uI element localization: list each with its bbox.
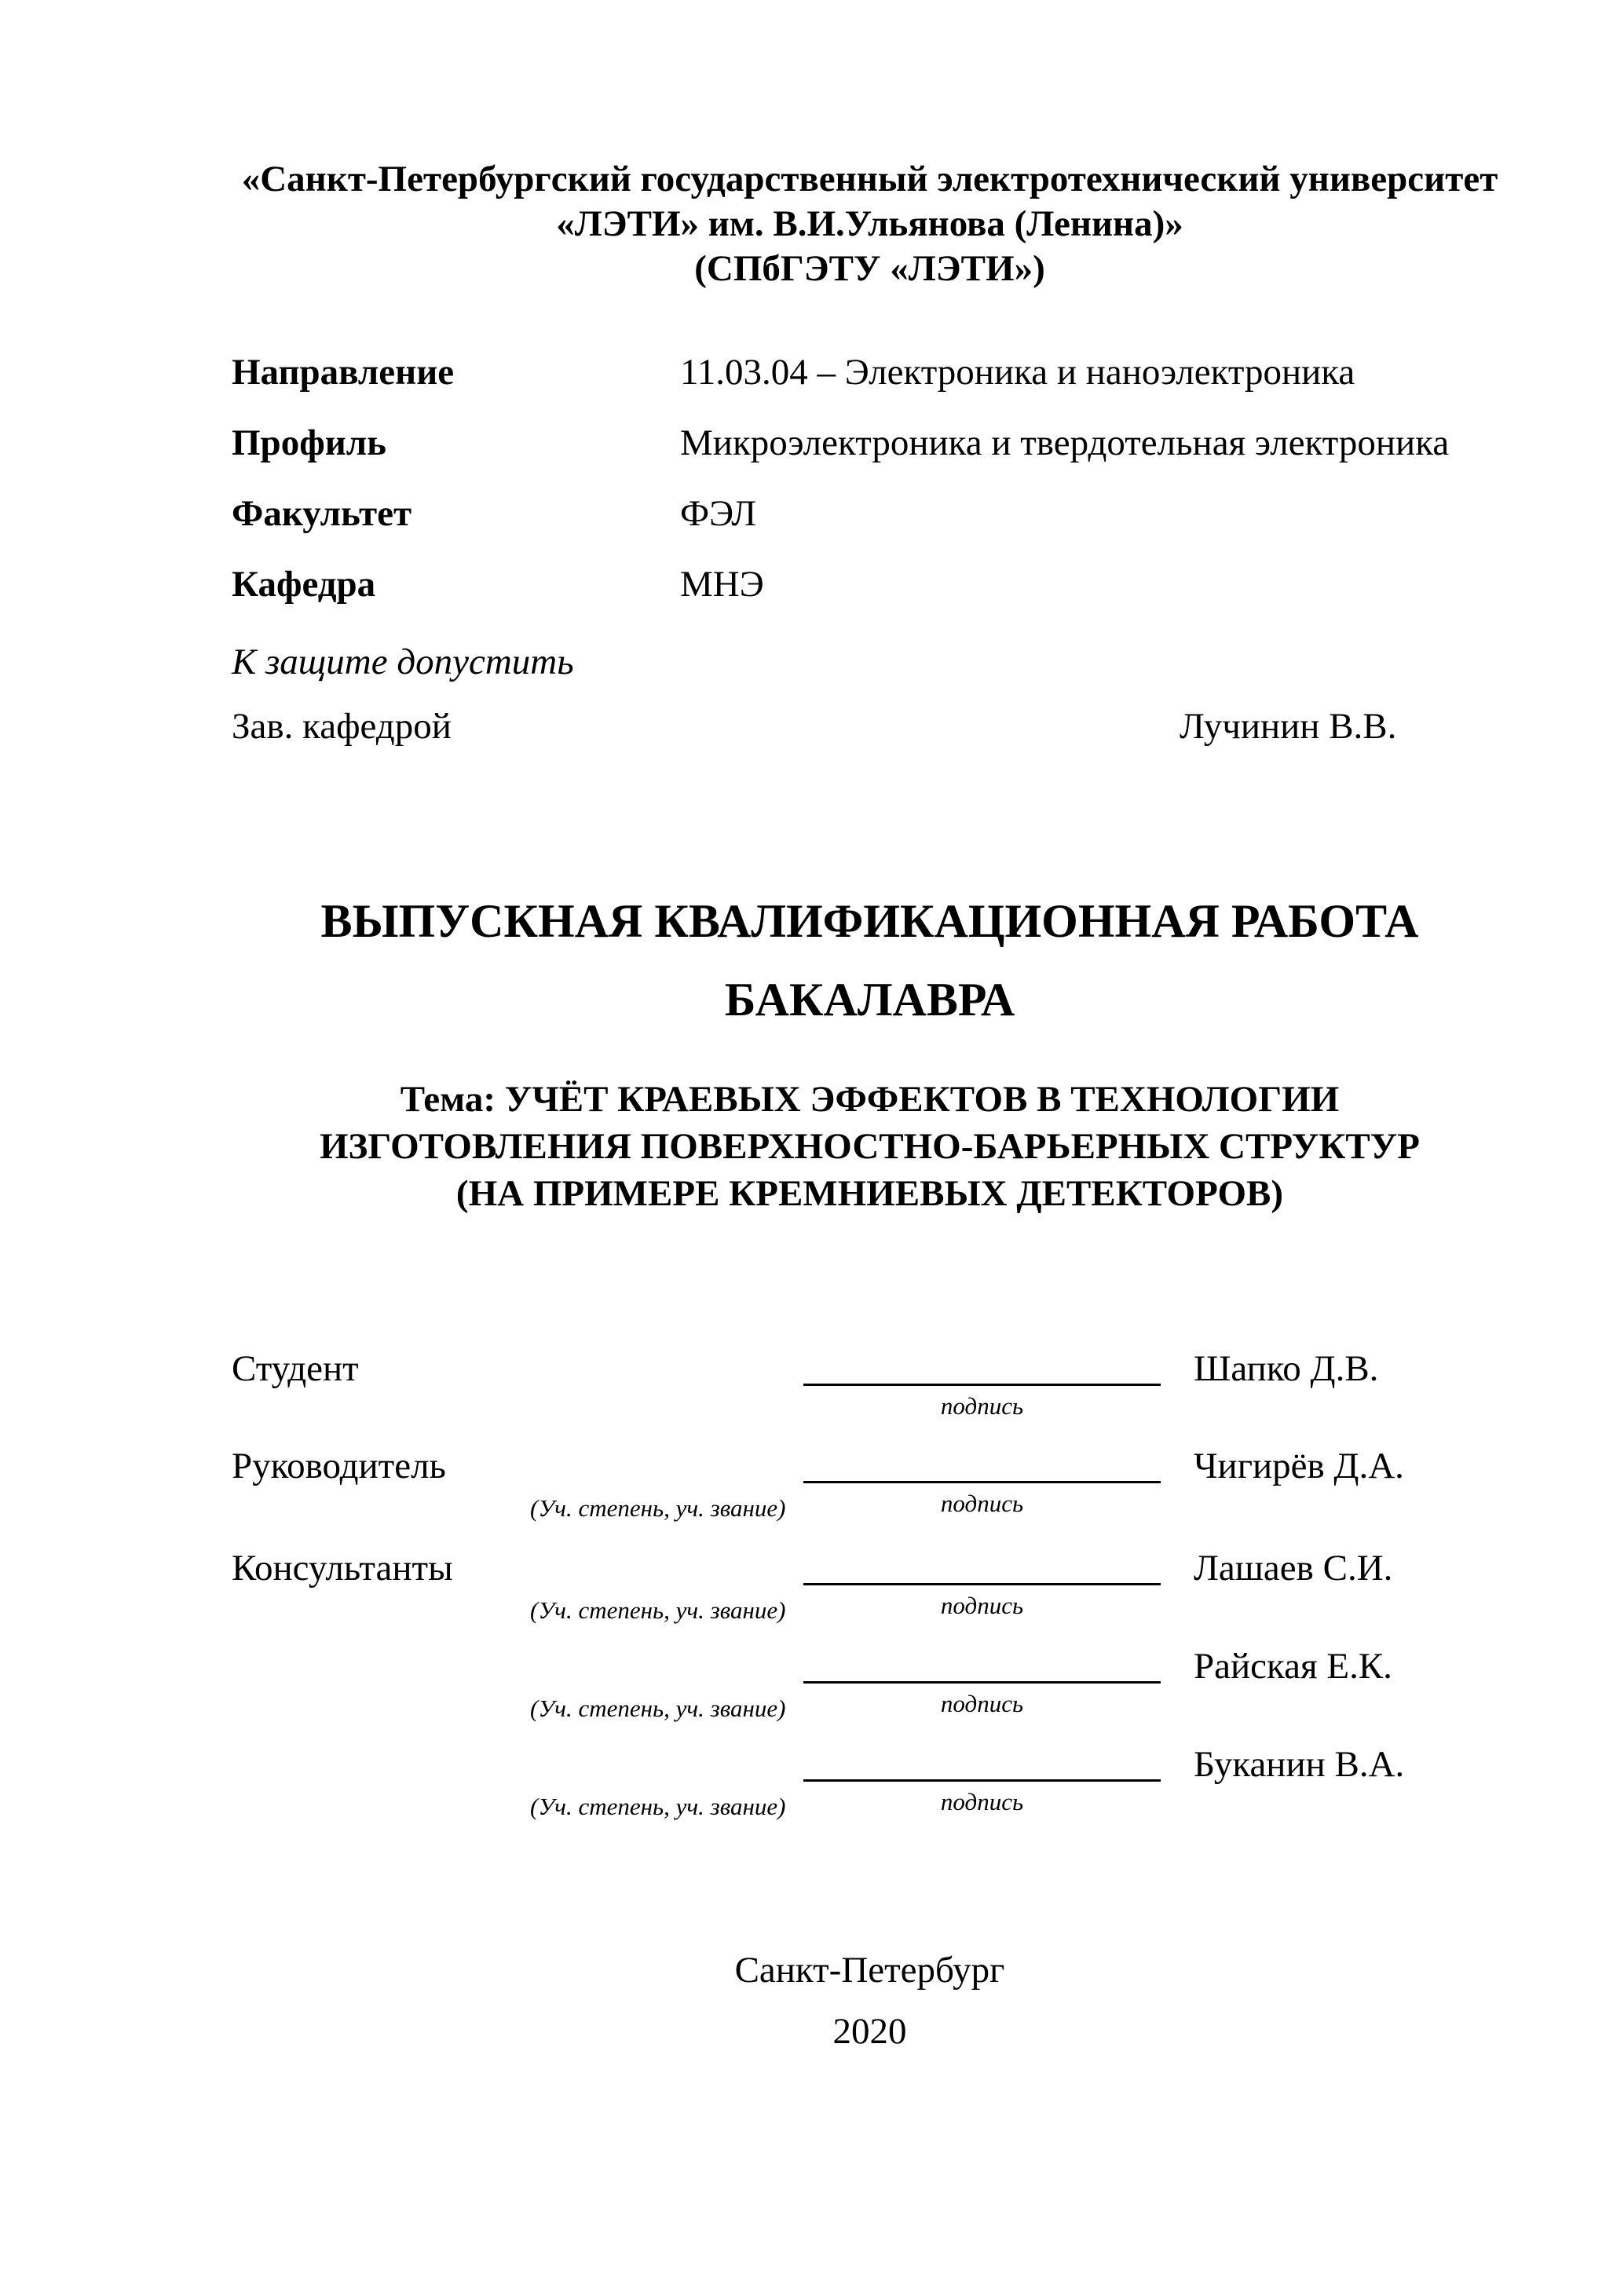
signature-caption: подпись (940, 1690, 1024, 1717)
signature-row-consultant-3 (232, 1742, 1508, 1823)
profile-label: Профиль (232, 422, 387, 463)
degree-caption: (Уч. степень, уч. звание) (530, 1695, 786, 1722)
direction-value: 11.03.04 – Электроника и наноэлектроника (680, 352, 1355, 393)
signature-caption: подпись (940, 1592, 1024, 1619)
university-name-line2: «ЛЭТИ» им. В.И.Ульянова (Ленина)» (556, 203, 1183, 244)
empty-label (232, 1644, 530, 1684)
head-of-department-label: Зав. кафедрой (232, 706, 452, 747)
signature-row-consultant-1 (232, 1546, 1508, 1626)
department-value: МНЭ (680, 564, 764, 605)
year-label: 2020 (832, 2011, 907, 2052)
degree-caption: (Уч. степень, уч. звание) (530, 1494, 786, 1522)
university-name-line1: «Санкт-Петербургский государственный электротехнический университет (241, 159, 1498, 199)
consultant-2-name: Райская Е.К. (1194, 1646, 1392, 1687)
university-header (232, 157, 1508, 291)
work-title-line1: ВЫПУСКНАЯ КВАЛИФИКАЦИОННАЯ РАБОТА (320, 895, 1419, 947)
topic-block (232, 1076, 1508, 1217)
info-row-direction (232, 350, 1508, 421)
signature-line (803, 1347, 1161, 1386)
topic-line1: Тема: УЧЁТ КРАЕВЫХ ЭФФЕКТОВ В ТЕХНОЛОГИИ (400, 1079, 1340, 1120)
head-of-department-name: Лучинин В.В. (1180, 706, 1397, 747)
consultants-label: Консультанты (232, 1548, 453, 1589)
footer-block (232, 1948, 1508, 2054)
supervisor-label: Руководитель (232, 1446, 446, 1486)
university-abbreviation: (СПбГЭТУ «ЛЭТИ») (694, 248, 1045, 289)
degree-caption: (Уч. степень, уч. звание) (530, 1596, 786, 1624)
info-row-faculty (232, 492, 1508, 562)
direction-label: Направление (232, 352, 455, 393)
degree-caption: (Уч. степень, уч. звание) (530, 1793, 786, 1820)
signature-row-supervisor (232, 1444, 1508, 1524)
signature-row-consultant-2 (232, 1644, 1508, 1724)
topic-line3: (НА ПРИМЕРЕ КРЕМНИЕВЫХ ДЕТЕКТОРОВ) (455, 1173, 1284, 1214)
signature-row-student (232, 1347, 1508, 1422)
signature-line (803, 1644, 1161, 1684)
student-name: Шапко Д.В. (1194, 1348, 1379, 1389)
supervisor-name: Чигирёв Д.А. (1194, 1446, 1404, 1486)
faculty-value: ФЭЛ (680, 493, 757, 534)
department-label: Кафедра (232, 564, 376, 605)
topic-line2: ИЗГОТОВЛЕНИЯ ПОВЕРХНОСТНО-БАРЬЕРНЫХ СТРУКТУР (320, 1126, 1420, 1167)
signature-line (803, 1444, 1161, 1483)
signature-caption: подпись (940, 1788, 1024, 1815)
admit-to-defense-line: К защите допустить (232, 642, 574, 682)
work-title (232, 882, 1508, 1039)
info-row-department (232, 562, 1508, 633)
consultant-1-name: Лашаев С.И. (1194, 1548, 1393, 1589)
signature-section (232, 1347, 1508, 1823)
program-info (232, 350, 1508, 633)
info-row-profile (232, 421, 1508, 492)
profile-value: Микроэлектроника и твердотельная электроника (680, 422, 1450, 463)
approval-row (232, 704, 1508, 749)
signature-caption: подпись (940, 1490, 1024, 1517)
page-content (232, 0, 1508, 2054)
city-label: Санкт-Петербург (734, 1950, 1005, 1991)
faculty-label: Факультет (232, 493, 412, 534)
approval-block (232, 640, 1508, 749)
signature-line (803, 1742, 1161, 1782)
signature-line (803, 1546, 1161, 1585)
empty-label (232, 1742, 530, 1782)
signature-caption: подпись (940, 1392, 1024, 1420)
work-title-line2: БАКАЛАВРА (724, 974, 1015, 1026)
consultant-3-name: Буканин В.А. (1194, 1744, 1405, 1785)
student-label: Студент (232, 1348, 359, 1389)
